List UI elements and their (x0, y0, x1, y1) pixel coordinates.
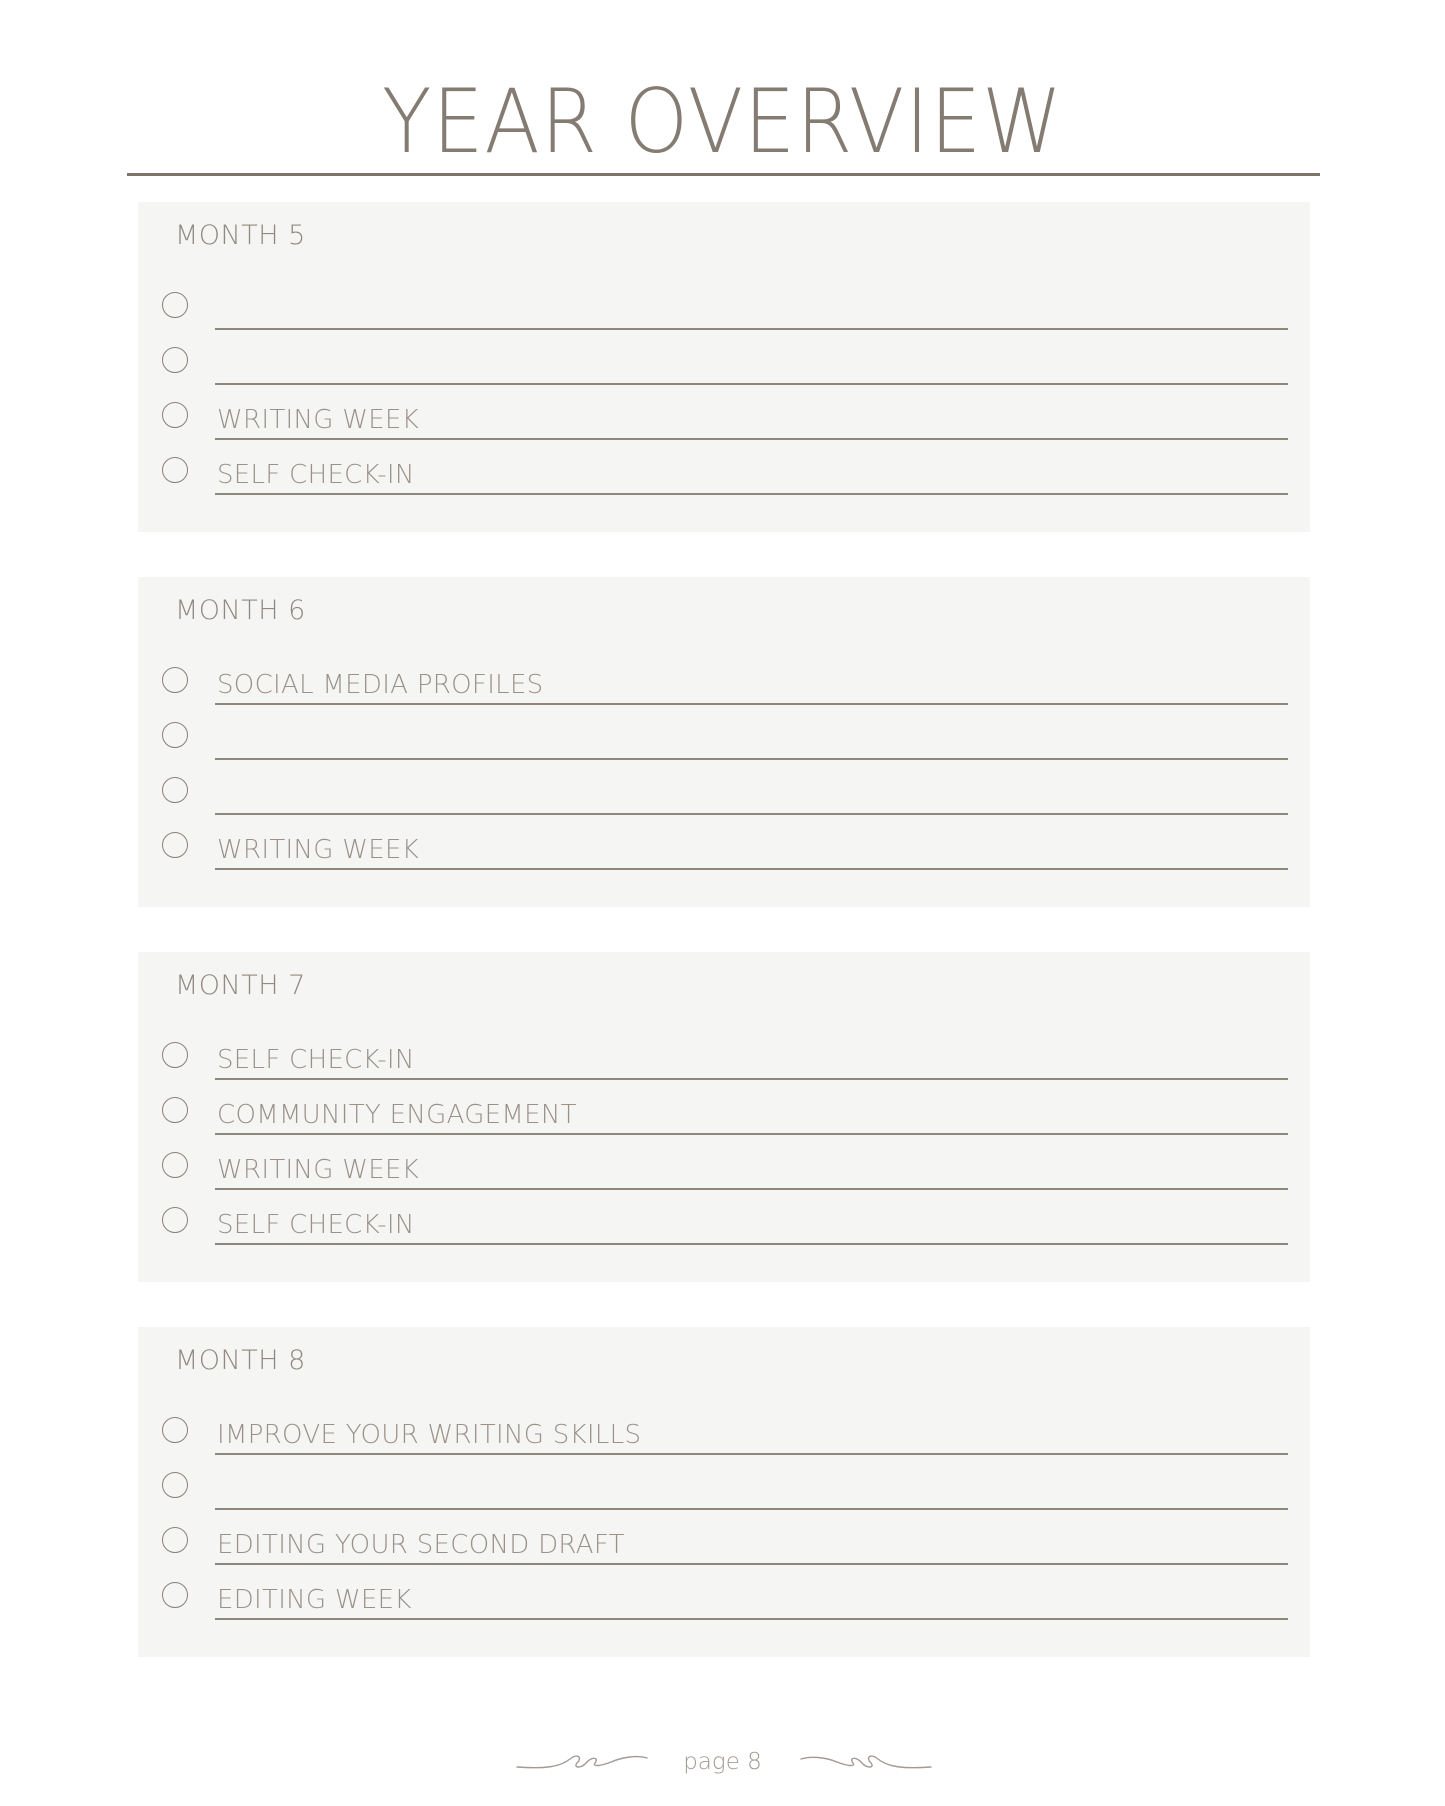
checklist-item (162, 1140, 1288, 1190)
month-card (138, 577, 1310, 907)
write-line (215, 703, 1288, 705)
write-line (215, 868, 1288, 870)
right-flourish-icon (798, 1745, 933, 1785)
write-line (215, 328, 1288, 330)
checklist-item-label[interactable]: WRITING WEEK (217, 1155, 420, 1185)
write-line (215, 813, 1288, 815)
month-title: MONTH 5 (175, 220, 306, 251)
write-line (215, 1188, 1288, 1190)
checklist-item (162, 1515, 1288, 1565)
month-card (138, 202, 1310, 532)
checklist-item (162, 445, 1288, 495)
checklist-item (162, 710, 1288, 760)
checklist-item (162, 820, 1288, 870)
checklist-item (162, 1195, 1288, 1245)
write-line (215, 383, 1288, 385)
checklist-item (162, 1405, 1288, 1455)
write-line (215, 1618, 1288, 1620)
checklist-item-label[interactable]: EDITING YOUR SECOND DRAFT (217, 1530, 625, 1560)
checklist-item (162, 655, 1288, 705)
write-line (215, 1133, 1288, 1135)
checklist-item-label[interactable]: SELF CHECK-IN (217, 1045, 415, 1075)
checklist-item (162, 280, 1288, 330)
write-line (215, 1453, 1288, 1455)
checkbox-circle[interactable] (162, 1207, 188, 1233)
write-line (215, 1243, 1288, 1245)
checklist-item (162, 1085, 1288, 1135)
checkbox-circle[interactable] (162, 292, 188, 318)
checkbox-circle[interactable] (162, 777, 188, 803)
checkbox-circle[interactable] (162, 1097, 188, 1123)
write-line (215, 493, 1288, 495)
checklist-item-label[interactable]: COMMUNITY ENGAGEMENT (217, 1100, 577, 1130)
write-line (215, 1563, 1288, 1565)
checkbox-circle[interactable] (162, 457, 188, 483)
write-line (215, 438, 1288, 440)
write-line (215, 1078, 1288, 1080)
checkbox-circle[interactable] (162, 1417, 188, 1443)
checkbox-circle[interactable] (162, 1472, 188, 1498)
page-footer (0, 1745, 1445, 1785)
title-divider (127, 173, 1320, 176)
page-number: page 8 (683, 1749, 762, 1775)
checklist-item (162, 390, 1288, 440)
page-title: YEAR OVERVIEW (381, 70, 1064, 173)
checkbox-circle[interactable] (162, 1042, 188, 1068)
checkbox-circle[interactable] (162, 832, 188, 858)
checklist-item (162, 1460, 1288, 1510)
month-title: MONTH 7 (175, 970, 306, 1001)
checkbox-circle[interactable] (162, 1152, 188, 1178)
checklist-item-label[interactable]: SELF CHECK-IN (217, 460, 415, 490)
checkbox-circle[interactable] (162, 667, 188, 693)
checkbox-circle[interactable] (162, 1527, 188, 1553)
checklist-item-label[interactable]: EDITING WEEK (217, 1585, 412, 1615)
checklist-item (162, 335, 1288, 385)
checklist-item-label[interactable]: SELF CHECK-IN (217, 1210, 415, 1240)
checklist-item (162, 1570, 1288, 1620)
month-card (138, 952, 1310, 1282)
checklist-item (162, 765, 1288, 815)
checklist-item-label[interactable]: WRITING WEEK (217, 835, 420, 865)
checklist-item-label[interactable]: IMPROVE YOUR WRITING SKILLS (217, 1420, 642, 1450)
checklist-item-label[interactable]: SOCIAL MEDIA PROFILES (217, 670, 544, 700)
checkbox-circle[interactable] (162, 1582, 188, 1608)
month-title: MONTH 6 (175, 595, 306, 626)
checklist-item (162, 1030, 1288, 1080)
write-line (215, 1508, 1288, 1510)
month-card (138, 1327, 1310, 1657)
checkbox-circle[interactable] (162, 347, 188, 373)
write-line (215, 758, 1288, 760)
checklist-item-label[interactable]: WRITING WEEK (217, 405, 420, 435)
checkbox-circle[interactable] (162, 722, 188, 748)
checkbox-circle[interactable] (162, 402, 188, 428)
month-title: MONTH 8 (175, 1345, 306, 1376)
